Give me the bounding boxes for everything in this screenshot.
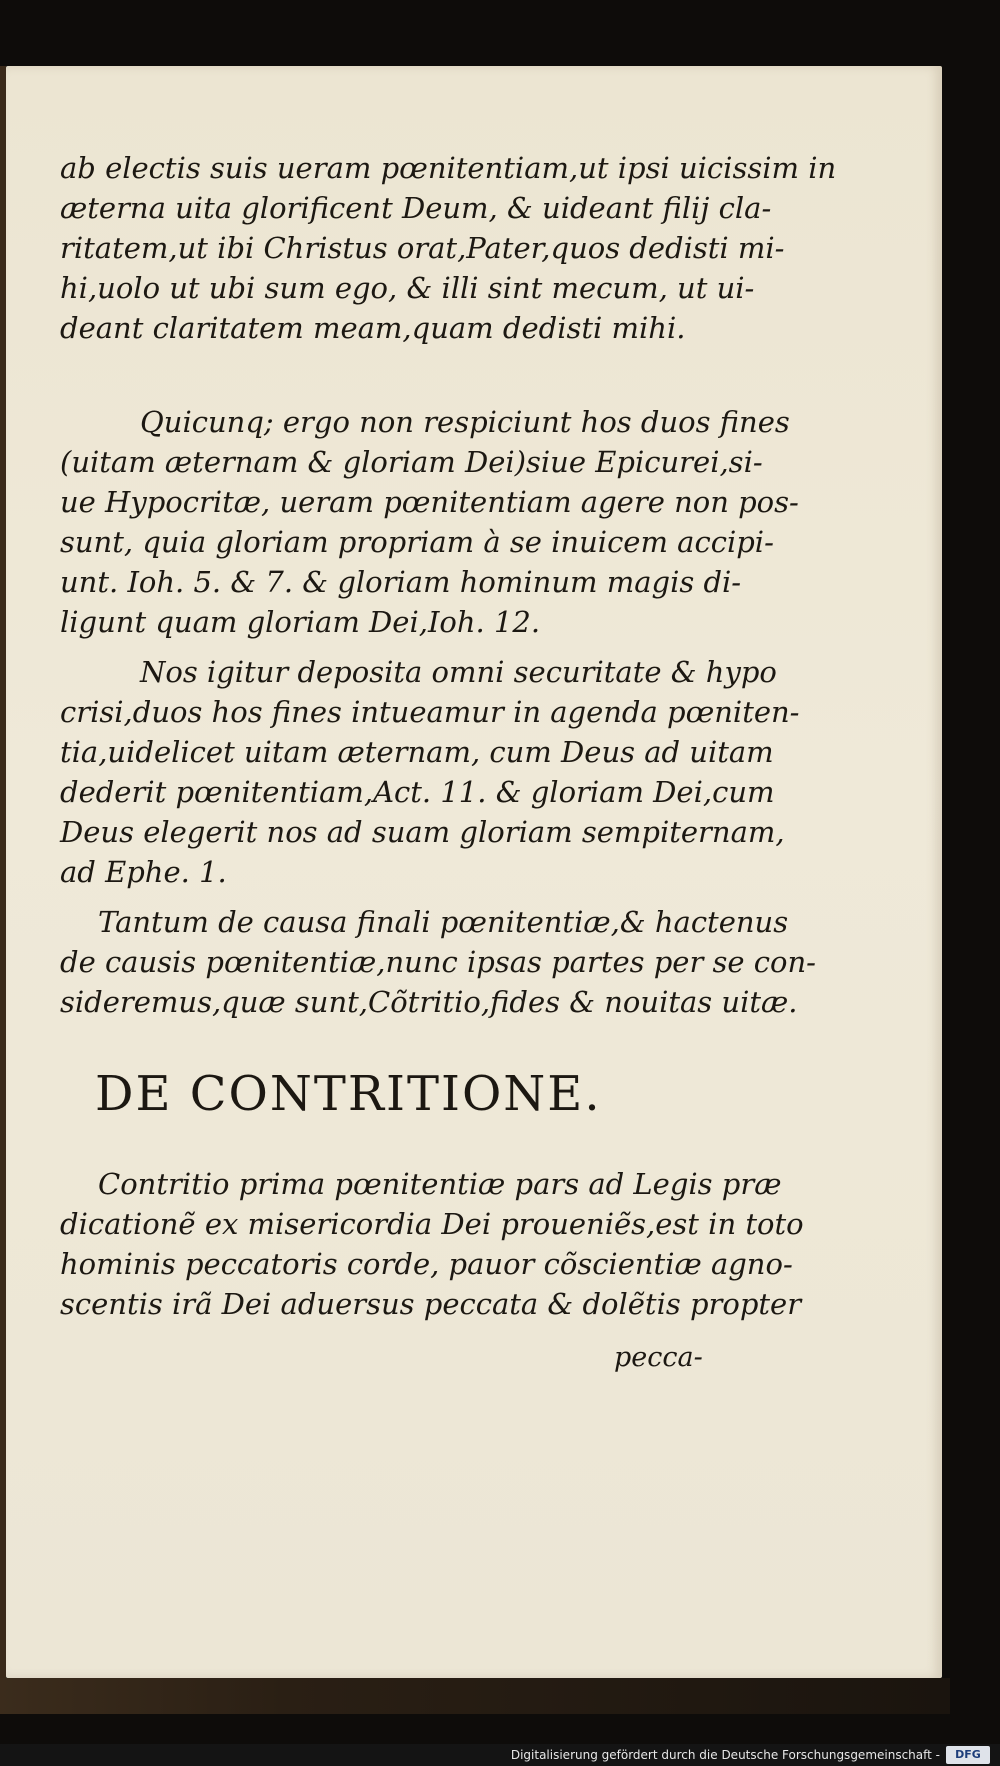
book-bottom-edge [0,1678,950,1714]
paragraph-3 [60,652,800,892]
text-line: crisi,duos hos fines intueamur in agenda pœniten- [60,695,800,729]
dfg-logo-icon: DFG [946,1746,990,1764]
text-line: scentis irã Dei aduersus peccata & dolẽtis propter [60,1287,802,1321]
paragraph-1 [60,148,837,348]
contritio-paragraph [60,1164,804,1324]
paragraph-2 [60,402,799,642]
text-line: dicationẽ ex misericordia Dei proueniẽs,est in toto [60,1207,804,1241]
text-line: deant claritatem meam,quam dedisti mihi. [60,311,686,345]
text-line: ab electis suis ueram pœnitentiam,ut ipsi uicissim in [60,151,837,185]
text-line: unt. Ioh. 5. & 7. & gloriam hominum magis di- [60,565,742,599]
text-line: dederit pœnitentiam,Act. 11. & gloriam Dei,cum [60,775,775,809]
text-line: sideremus,quæ sunt,Cõtritio,fides & nouitas uitæ. [60,985,798,1019]
text-line: (uitam æternam & gloriam Dei)siue Epicurei,si- [60,445,763,479]
catchword: pecca- [614,1342,703,1373]
text-line: Deus elegerit nos ad suam gloriam sempiternam, [60,815,785,849]
section-heading: DE CONTRITIONE. [95,1066,602,1122]
text-line: sunt, quia gloriam propriam à se inuicem accipi- [60,525,774,559]
text-line: Tantum de causa finali pœnitentiæ,& hactenus [98,905,789,939]
footer-credit: Digitalisierung gefördert durch die Deutsche Forschungsgemeinschaft - [510,1748,940,1762]
text-line: de causis pœnitentiæ,nunc ipsas partes per se con- [60,945,816,979]
text-line: Nos igitur deposita omni securitate & hypo [140,655,777,689]
text-line: hominis peccatoris corde, pauor cõscientiæ agno- [60,1247,793,1281]
paragraph-4 [60,902,816,1022]
text-line: æterna uita glorificent Deum, & uideant filij cla- [60,191,772,225]
text-line: Contritio prima pœnitentiæ pars ad Legis præ [98,1167,782,1201]
text-line: Quicunq; ergo non respiciunt hos duos fines [140,405,790,439]
text-line: hi,uolo ut ubi sum ego, & illi sint mecum, ut ui- [60,271,755,305]
text-line: ligunt quam gloriam Dei,Ioh. 12. [60,605,541,639]
text-line: ue Hypocritæ, ueram pœnitentiam agere non pos- [60,485,799,519]
text-line: ritatem,ut ibi Christus orat,Pater,quos dedisti mi- [60,231,785,265]
text-line: ad Ephe. 1. [60,855,227,889]
text-line: tia,uidelicet uitam æternam, cum Deus ad uitam [60,735,774,769]
